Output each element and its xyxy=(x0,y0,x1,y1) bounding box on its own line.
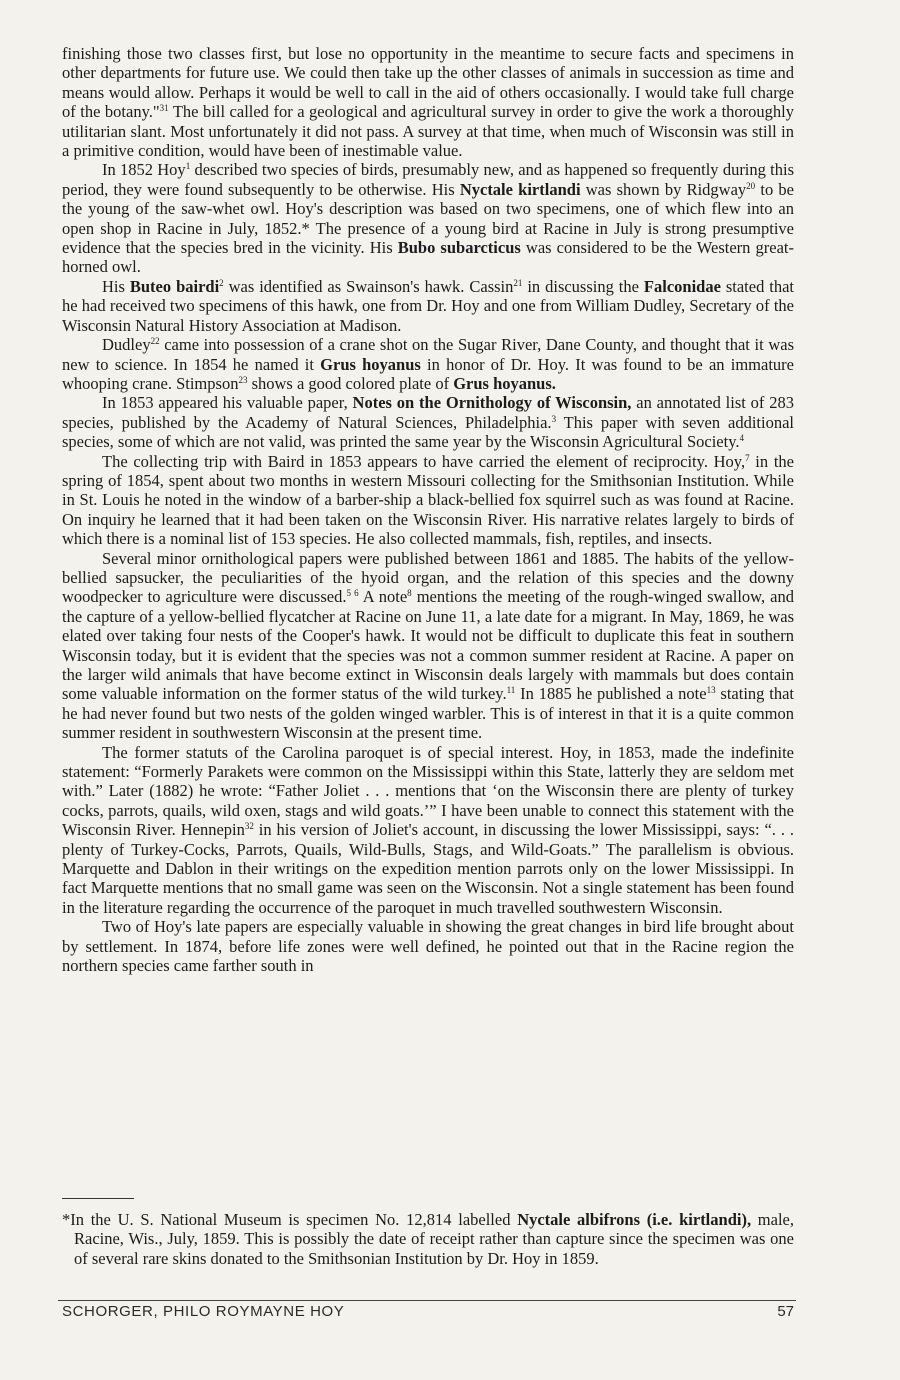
text-span: A note xyxy=(358,587,408,607)
text-span: came into possession of a crane shot on the Sugar River, Dane County, and thought that it was new to science. In 1854 he named it xyxy=(62,335,794,374)
text-span: The former statuts of the Carolina paroquet is of special interest. Hoy, in 1853, made the indefinite statement: “Formerly Parakets were common on the Mississippi within this State, latterly they are seldom met with.” Later (1882) he wrote: “Father Joliet . . . mentions that ‘on the Wisconsin there are plenty of turkey cocks, parrots, quails, wild oxen, stags and wild goats.’” I have been unable to connect this statement with the Wisconsin River. Hennepin xyxy=(62,742,794,840)
text-span: stated that he had received two specimens of this hawk, one from Dr. Hoy and one from William Dudley, Secretary of the Wisconsin Natural History Association at Madison. xyxy=(62,276,795,335)
text-span: shows a good colored plate of xyxy=(247,373,454,393)
text-span: The collecting trip with Baird in 1853 appears to have carried the element of reciprocity. Hoy, xyxy=(102,451,746,471)
species-name: Grus hoyanus. xyxy=(453,373,556,393)
text-span: Two of Hoy's late papers are especially valuable in showing the great changes in bird life brought about by settlement. In 1874, before life zones were well defined, he pointed out that in the Racine region the northern species came farther south in xyxy=(62,917,794,976)
footnote-ref: 3 xyxy=(551,413,557,424)
footnote-divider xyxy=(62,1198,134,1199)
paragraph-6 xyxy=(62,452,794,549)
text-span: His xyxy=(102,276,130,296)
paragraph-9 xyxy=(62,917,794,975)
footnote-ref: 11 xyxy=(506,685,516,696)
text-span: In 1853 appeared his valuable paper, xyxy=(102,393,353,413)
footnote-ref: 2 xyxy=(219,277,224,288)
footnote-ref: 13 xyxy=(706,685,716,696)
footnote-ref: 20 xyxy=(746,180,756,191)
footnote-ref: 22 xyxy=(150,336,160,347)
text-span: male, Racine, Wis., July, 1859. This is possibly the date of receipt rather than capture since the specimen was one of several rare skins donated to the Smithsonian Institution by Dr. Hoy in 1859. xyxy=(74,1210,794,1268)
footnote-ref: 32 xyxy=(244,821,254,832)
species-name: Nyctale albifrons (i.e. kirtlandi), xyxy=(517,1210,752,1229)
text-span: to be the young of the saw-whet owl. Hoy's description was based on two specimens, one of which flew into an open shop in Racine in July, 1852.* The presence of a young bird at Racine in July is strong presumptive evidence that the species bred in the vicinity. His xyxy=(62,179,794,258)
footnote-ref: 8 xyxy=(407,588,412,599)
text-span: described two species of birds, presumably new, and as happened so frequently during this period, they were found subsequently to be otherwise. His xyxy=(62,160,794,199)
species-name: Nyctale kirtlandi xyxy=(459,179,581,199)
text-span: In 1885 he published a note xyxy=(515,684,707,704)
paragraph-8 xyxy=(62,743,794,918)
text-span: in the spring of 1854, spent about two months in western Missouri collecting for the Smithsonian Institution. While in St. Louis he noted in the window of a barber-ship a black-bellied fox squirrel such as was found at Racine. On inquiry he learned that it had been taken on the Wisconsin River. His narrative relates largely to birds of which there is a nominal list of 153 species. He also collected mammals, fish, reptiles, and insects. xyxy=(62,451,794,549)
text-span: in honor of Dr. Hoy. It was found to be an immature whooping crane. Stimpson xyxy=(62,354,794,393)
taxon-name: Falconidae xyxy=(643,276,721,296)
text-span: This paper with seven additional species, some of which are not valid, was printed the same year by the Wisconsin Agricultural Society. xyxy=(62,412,794,452)
text-span: In 1852 Hoy xyxy=(102,160,186,180)
paragraph-1 xyxy=(62,44,794,160)
paragraph-5 xyxy=(62,393,794,451)
body-text xyxy=(62,44,794,976)
paper-title: Notes on the Ornithology of Wisconsin, xyxy=(352,393,632,413)
text-span: Several minor ornithological papers were published between 1861 and 1885. The habits of the yellow-bellied sapsucker, the peculiarities of the hyoid organ, and the relation of this species and the downy woodpecker to agriculture were discussed. xyxy=(62,548,794,607)
paragraph-3 xyxy=(62,277,794,335)
footnote-ref: 7 xyxy=(745,452,750,463)
text-span: stating that he had never found but two nests of the golden winged warbler. This is of interest in that it is a quite common summer resident in southwestern Wisconsin at the present time. xyxy=(62,684,794,743)
footnote-ref: 5 6 xyxy=(346,588,359,599)
text-span: in discussing the xyxy=(522,276,644,296)
footnote xyxy=(62,1210,794,1268)
species-name: Bubo subarcticus xyxy=(397,238,521,258)
species-name: Grus hoyanus xyxy=(320,354,421,374)
text-span: was identified as Swainson's hawk. Cassin xyxy=(223,276,514,296)
footnote-ref: 23 xyxy=(238,374,248,385)
running-head: SCHORGER, PHILO ROYMAYNE HOY xyxy=(62,1303,345,1320)
text-span: finishing those two classes first, but lose no opportunity in the meantime to secure facts and specimens in other departments for future use. We could then take up the other classes of animals in succession as time and means would allow. Perhaps it would be well to call in the aid of others occasionally. I would take full charge of the botany." xyxy=(62,44,794,122)
text-span: The bill called for a geological and agricultural survey in order to give the work a thoroughly utilitarian slant. Most unfortunately it did not pass. A survey at that time, when much of Wisconsin was still in a primitive condition, would have been of inestimable value. xyxy=(62,102,794,161)
paragraph-7 xyxy=(62,549,794,743)
species-name: Buteo bairdi xyxy=(129,276,220,296)
text-span: was shown by Ridgway xyxy=(580,179,747,199)
footnote-ref: 31 xyxy=(159,103,169,114)
text-span: an annotated list of 283 species, published by the Academy of Natural Sciences, Philadelphia. xyxy=(62,393,794,432)
footnote-ref: 21 xyxy=(513,277,523,288)
text-span: in his version of Joliet's account, in discussing the lower Mississippi, says: “. . . plenty of Turkey-Cocks, Parrots, Quails, Wild-Bulls, Stags, and Wild-Goats.” The parallelism is obvious. Marquette and Dablon in their writings on the expedition mention parrots only on the lower Mississippi. In fact Marquette mentions that no small game was seen on the Wisconsin. Not a single statement has been found in the literature regarding the occurrence of the paroquet in much travelled southwestern Wisconsin. xyxy=(62,820,794,917)
text-span: *In the U. S. National Museum is specimen No. 12,814 labelled xyxy=(62,1210,518,1229)
footnote-ref: 1 xyxy=(185,161,191,172)
footnote-text xyxy=(62,1210,794,1268)
paragraph-4 xyxy=(62,335,794,393)
text-span: was considered to be the Western great-horned owl. xyxy=(62,238,794,277)
footnote-ref: 4 xyxy=(739,433,744,444)
paragraph-2 xyxy=(62,160,794,276)
footer-rule xyxy=(58,1300,796,1301)
text-span: mentions the meeting of the rough-winged swallow, and the capture of a yellow-bellied flycatcher at Racine on June 11, a late date for a migrant. In May, 1869, he was elated over taking four nests of the Cooper's hawk. It would not be difficult to duplicate this feat in southern Wisconsin today, but it is evident that the species was not a common summer resident at Racine. A paper on the larger wild animals that have become extinct in Wisconsin deals largely with mammals but does contain some valuable information on the former status of the wild turkey. xyxy=(62,587,794,704)
page-number: 57 xyxy=(777,1303,794,1320)
text-span: Dudley xyxy=(102,335,151,355)
